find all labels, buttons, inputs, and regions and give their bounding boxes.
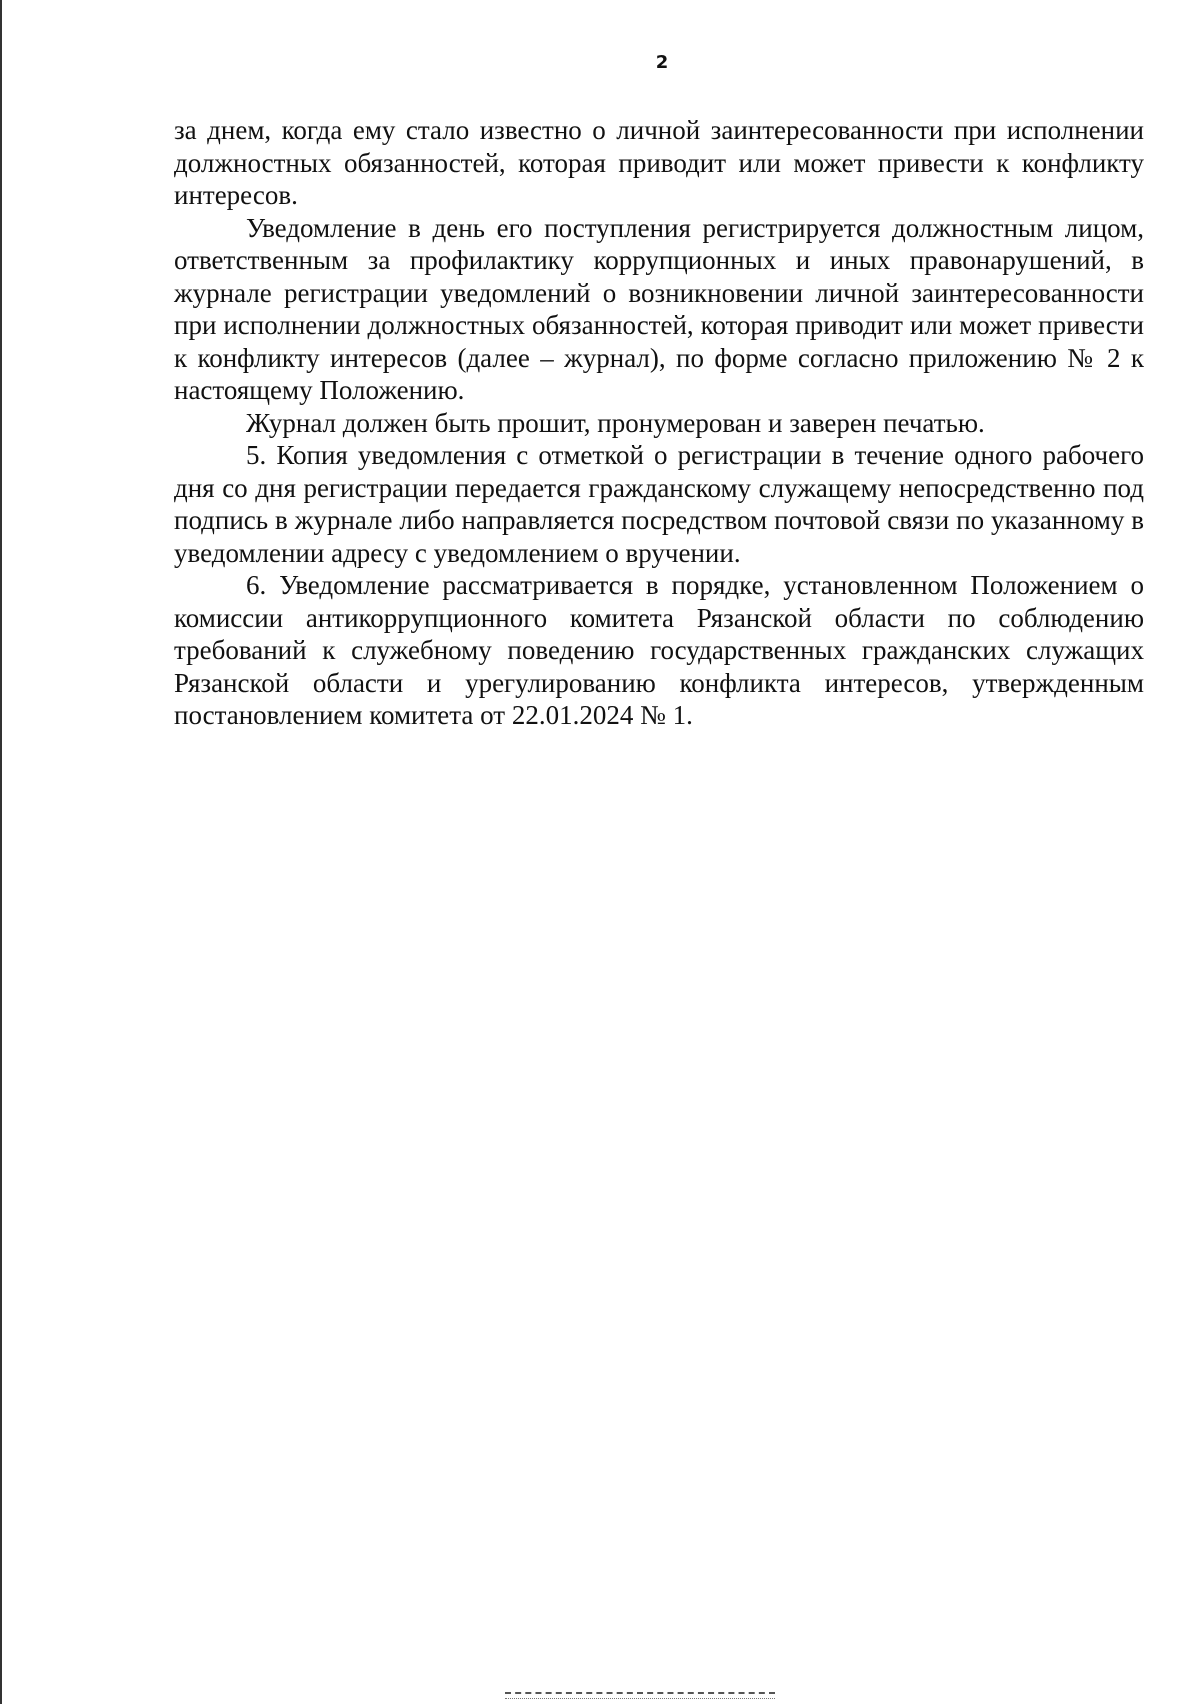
page-number: 2 bbox=[655, 52, 669, 73]
scan-bottom-mark bbox=[505, 1692, 775, 1699]
document-body bbox=[174, 114, 1144, 732]
paragraph-item-6: 6. Уведомление рассматривается в порядке, установленном Положением о комиссии антикоррупционного комитета Рязанской области по соблюдению требований к служебному поведению государственных гражданских служащих Рязанской области и урегулированию конфликта интересов, утвержденным постановлением комитета от 22.01.2024 № 1. bbox=[174, 570, 1144, 730]
paragraph-journal: Журнал должен быть прошит, пронумерован и заверен печатью. bbox=[246, 407, 985, 438]
paragraph-registration: Уведомление в день его поступления регистрируется должностным лицом, ответственным за профилактику коррупционных и иных правонарушений, в журнале регистрации уведомлений о возникновении личной заинтересованности при исполнении должностных обязанностей, которая приводит или может привести к конфликту интересов (далее – журнал), по форме согласно приложению № 2 к настоящему Положению. bbox=[174, 212, 1144, 405]
scan-edge-line bbox=[0, 0, 2, 1704]
paragraph-continuation: за днем, когда ему стало известно о личной заинтересованности при исполнении должностных обязанностей, которая приводит или может привести к конфликту интересов. bbox=[174, 115, 1144, 210]
paragraph-item-5: 5. Копия уведомления с отметкой о регистрации в течение одного рабочего дня со дня регистрации передается гражданскому служащему непосредственно под подпись в журнале либо направляется посредством почтовой связи по указанному в уведомлении адресу с уведомлением о вручении. bbox=[174, 440, 1144, 568]
